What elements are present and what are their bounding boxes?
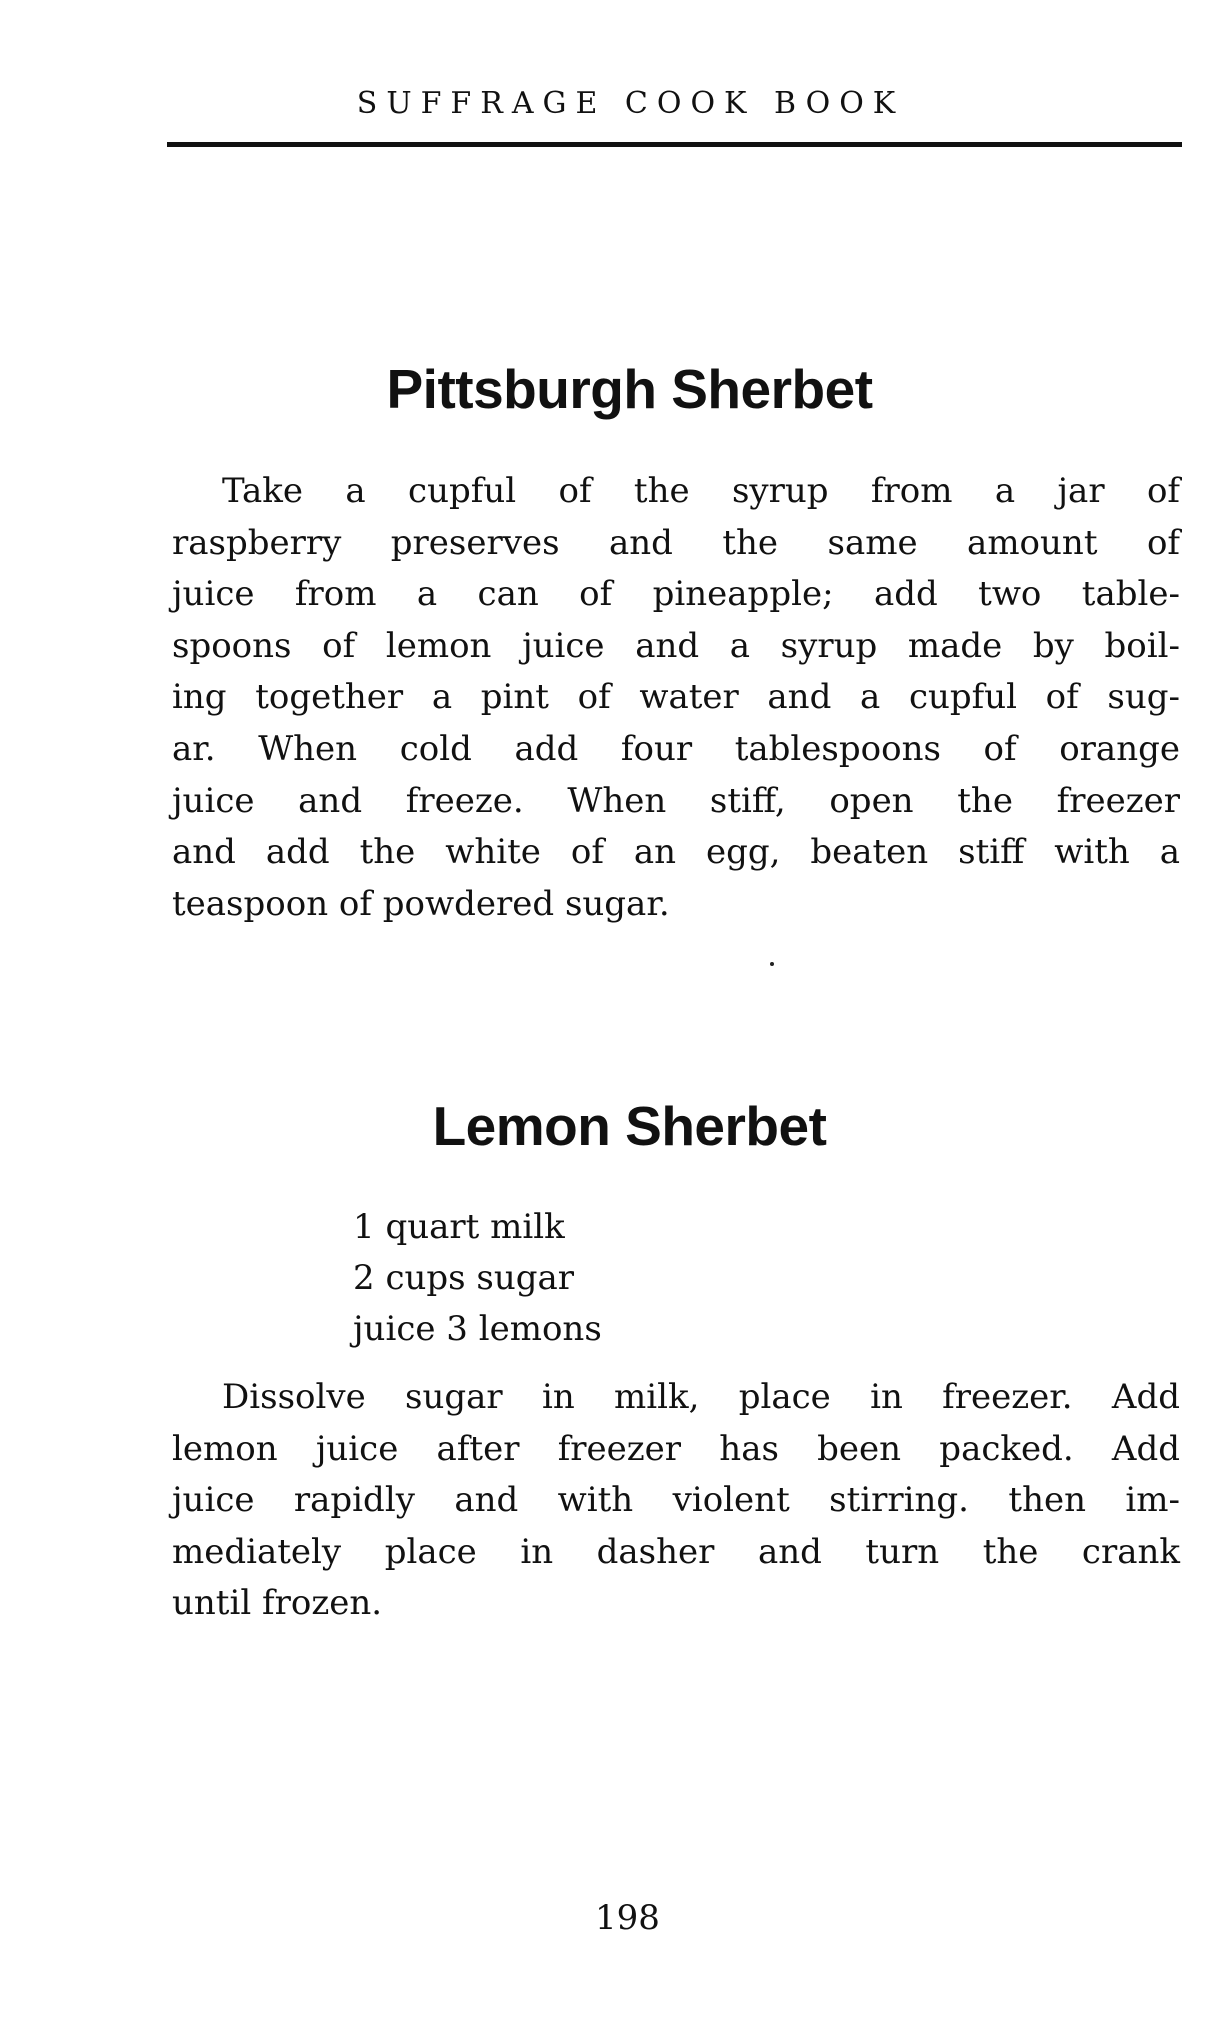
body-line: raspberry preserves and the same amount of	[172, 522, 1180, 563]
body-line: and add the white of an egg, beaten stiff with a	[172, 832, 1180, 873]
ingredient-item: juice 3 lemons	[353, 1309, 602, 1349]
body-line: teaspoon of powdered sugar.	[172, 883, 670, 924]
page-number: 198	[595, 1898, 660, 1938]
ingredient-item: 1 quart milk	[353, 1207, 565, 1247]
body-line: juice rapidly and with violent stirring. then im-	[172, 1480, 1180, 1521]
body-line: Take a cupful of the syrup from a jar of	[222, 471, 1180, 511]
body-line: lemon juice after freezer has been packed. Add	[172, 1428, 1180, 1469]
recipe-body-lemon-sherbet	[172, 1372, 1180, 1630]
body-line: spoons of lemon juice and a syrup made by boil-	[172, 625, 1180, 666]
body-line: ar. When cold add four tablespoons of orange	[172, 728, 1180, 769]
body-line: mediately place in dasher and turn the crank	[172, 1531, 1180, 1572]
header-rule	[167, 142, 1182, 147]
running-head: SUFFRAGE COOK BOOK	[356, 86, 905, 121]
body-line: ing together a pint of water and a cupful of sug-	[172, 677, 1180, 718]
body-line: juice from a can of pineapple; add two table-	[172, 574, 1180, 615]
print-speck	[770, 962, 774, 966]
recipe-body-pittsburgh-sherbet	[172, 466, 1180, 930]
ingredient-list	[353, 1202, 602, 1355]
body-line: Dissolve sugar in milk, place in freezer. Add	[222, 1377, 1180, 1417]
body-line: juice and freeze. When stiff, open the freezer	[172, 780, 1180, 821]
recipe-title-pittsburgh-sherbet: Pittsburgh Sherbet	[386, 358, 873, 420]
body-line: until frozen.	[172, 1583, 383, 1624]
ingredient-item: 2 cups sugar	[353, 1258, 575, 1298]
recipe-title-lemon-sherbet: Lemon Sherbet	[432, 1095, 827, 1157]
